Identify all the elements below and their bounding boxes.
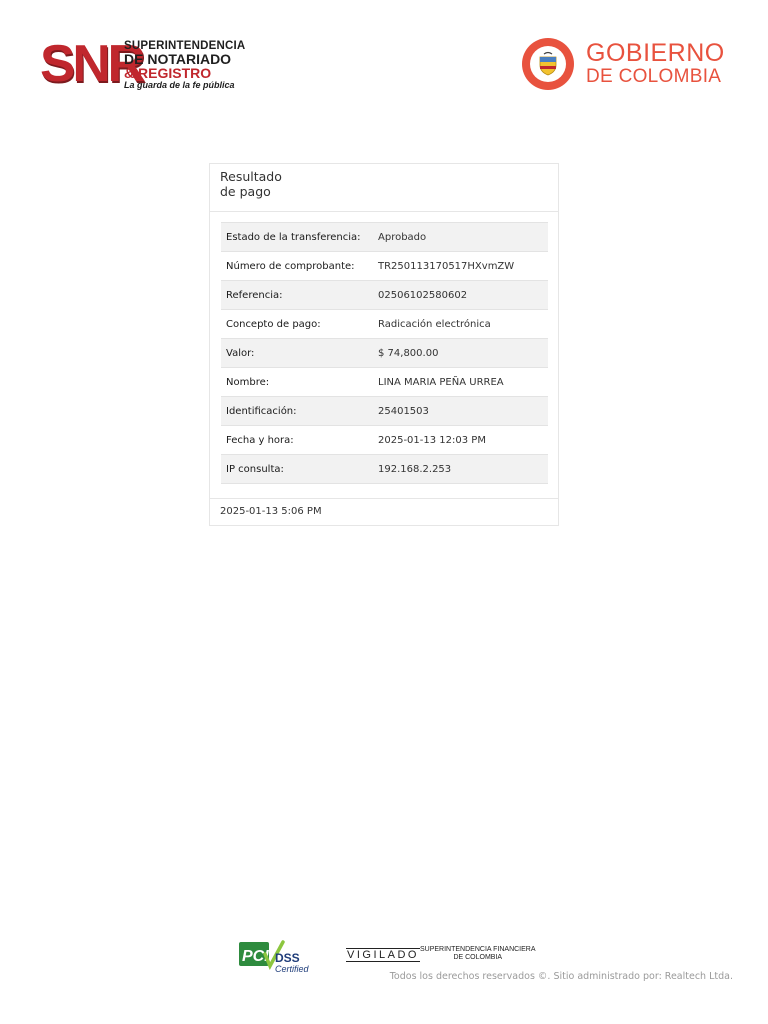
- table-row-referencia: [221, 280, 548, 309]
- table-row-estado: [221, 222, 548, 251]
- card-divider-bottom: [210, 498, 558, 499]
- snr-line1: SUPERINTENDENCIA: [124, 40, 246, 52]
- row-label: Estado de la transferencia:: [226, 231, 361, 243]
- table-row-comprobante: [221, 251, 548, 280]
- row-value: LINA MARIA PEÑA URREA: [378, 376, 504, 388]
- snr-line2: DE NOTARIADO: [124, 51, 232, 67]
- table-row-fecha: [221, 425, 548, 454]
- pci-dss-text: DSS: [275, 951, 300, 965]
- vigilado-entity-line2: DE COLOMBIA: [453, 954, 503, 961]
- table-row-identificacion: [221, 396, 548, 425]
- row-label: Fecha y hora:: [226, 434, 294, 446]
- card-title-line2: de pago: [220, 184, 271, 199]
- gobierno-name: [586, 40, 725, 87]
- card-divider-top: [210, 211, 558, 212]
- snr-line3: & REGISTRO: [124, 65, 212, 81]
- snr-logo-text: [124, 40, 245, 91]
- row-label: Identificación:: [226, 405, 297, 417]
- snr-logo: [40, 35, 246, 94]
- row-value: $ 74,800.00: [378, 347, 439, 359]
- row-value: Aprobado: [378, 231, 427, 243]
- vigilado-word: VIGILADO: [347, 949, 419, 961]
- vigilado-entity: [420, 946, 536, 962]
- payment-details-table: [221, 222, 548, 484]
- row-label: Número de comprobante:: [226, 260, 355, 272]
- vigilado-superfinanciera-logo: [346, 946, 536, 966]
- row-label: Concepto de pago:: [226, 318, 321, 330]
- row-label: Referencia:: [226, 289, 283, 301]
- row-value: 2025-01-13 12:03 PM: [378, 434, 486, 446]
- row-label: IP consulta:: [226, 463, 284, 475]
- gobierno-colombia-logo: [522, 38, 732, 94]
- row-value: 192.168.2.253: [378, 463, 452, 475]
- coat-of-arms-icon: [522, 38, 574, 90]
- table-row-concepto: [221, 309, 548, 338]
- vigilado-entity-line1: SUPERINTENDENCIA FINANCIERA: [420, 946, 536, 953]
- gobierno-line2: DE COLOMBIA: [586, 66, 722, 87]
- row-value: 02506102580602: [378, 289, 468, 301]
- card-footer-timestamp: 2025-01-13 5:06 PM: [220, 506, 322, 517]
- table-row-nombre: [221, 367, 548, 396]
- snr-tagline: La guarda de la fe pública: [124, 80, 235, 90]
- pci-mark: PCI: [242, 948, 269, 965]
- table-row-valor: [221, 338, 548, 367]
- payment-result-card: [209, 163, 559, 526]
- card-title-line1: Resultado: [220, 169, 282, 184]
- row-value: Radicación electrónica: [378, 318, 491, 330]
- row-label: Nombre:: [226, 376, 270, 388]
- row-value: 25401503: [378, 405, 429, 417]
- pci-dss-certified-logo: [239, 940, 309, 974]
- row-value: TR250113170517HXvmZW: [378, 260, 515, 272]
- card-title: [220, 169, 282, 199]
- table-row-ip: [221, 454, 548, 484]
- row-label: Valor:: [226, 347, 255, 359]
- snr-logo-mark: SNR: [40, 35, 143, 93]
- copyright-notice: Todos los derechos reservados ©. Sitio administrado por: Realtech Ltda.: [389, 971, 733, 982]
- pci-certified-text: Certified: [275, 964, 309, 974]
- gobierno-line1: GOBIERNO: [586, 39, 725, 67]
